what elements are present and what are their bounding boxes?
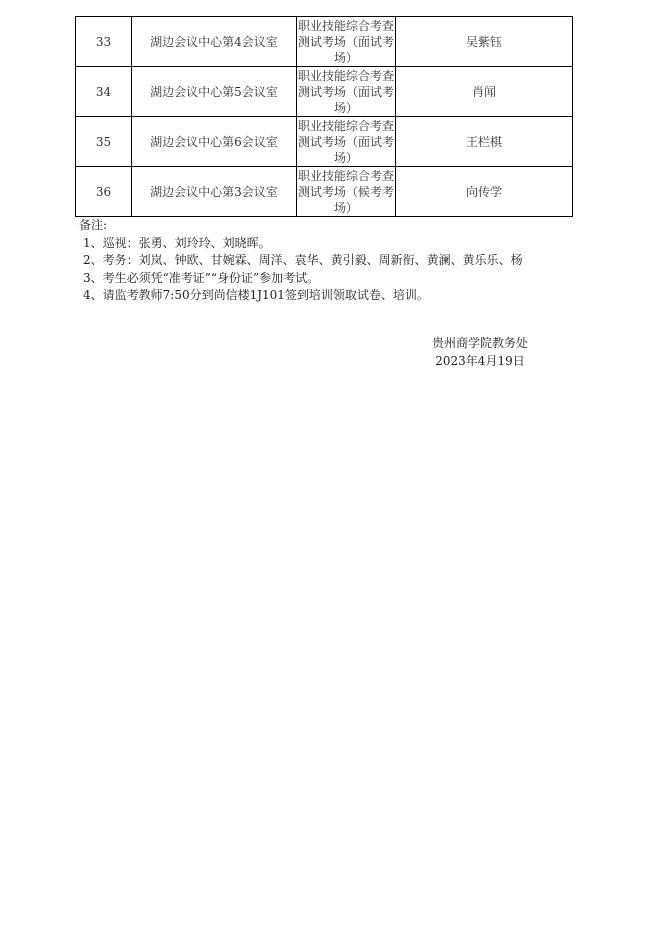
row-number: 35 [76,117,132,167]
table-row [76,167,573,217]
note-item: 1、巡视：张勇、刘玲玲、刘晓晖。 [83,235,271,250]
note-item: 2、考务：刘岚、钟欧、甘婉霖、周洋、袁华、黄引毅、周新衔、黄澜、黄乐乐、杨 [83,253,523,267]
room-type: 职业技能综合考查测试考场（面试考场） [297,68,394,115]
table-row [76,17,573,67]
room-type: 职业技能综合考查测试考场（面试考场） [297,18,394,65]
proctor-name: 王栏棋 [396,117,573,167]
note-item: 4、请监考教师7:50分到尚信楼1J101签到培训领取试卷、培训。 [83,288,429,302]
note-item: 3、考生必须凭“准考证”“身份证”参加考试。 [83,270,320,285]
room-type: 职业技能综合考查测试考场（候考考场） [297,168,394,215]
proctor-name: 吴紫钰 [396,17,573,67]
proctor-name: 向传学 [396,167,573,217]
room-name: 湖边会议中心第4会议室 [132,17,297,67]
table-row [76,67,573,117]
notes-section [79,217,579,305]
room-type: 职业技能综合考查测试考场（面试考场） [297,118,394,165]
room-name: 湖边会议中心第6会议室 [132,117,297,167]
exam-room-table [75,16,573,217]
signature-organization: 贵州商学院教务处 [431,336,528,350]
row-number: 34 [76,67,132,117]
notes-heading: 备注: [79,218,108,232]
room-name: 湖边会议中心第3会议室 [132,167,297,217]
proctor-name: 肖闻 [396,67,573,117]
table-row [76,117,573,167]
row-number: 36 [76,167,132,217]
room-name: 湖边会议中心第5会议室 [132,67,297,117]
signature-date: 2023年4月19日 [435,354,525,368]
row-number: 33 [76,17,132,67]
